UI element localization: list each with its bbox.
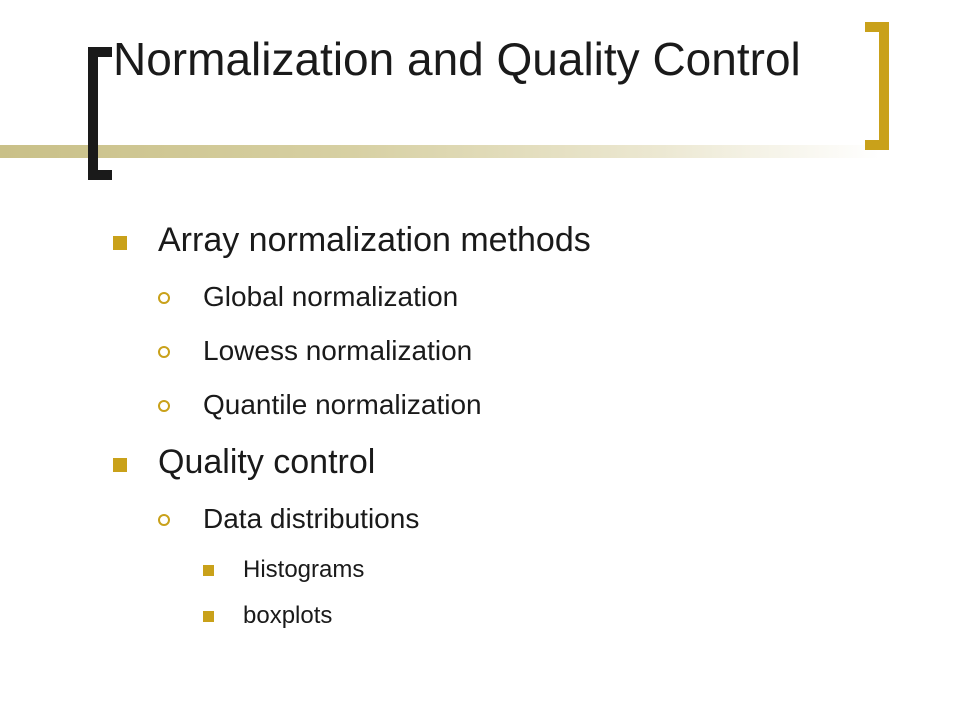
sub-bullet-lowess-normalization: Lowess normalization xyxy=(203,335,473,366)
square-bullet-icon xyxy=(203,565,214,576)
slide-title: Normalization and Quality Control xyxy=(113,33,801,85)
hollow-circle-bullet-icon xyxy=(158,292,170,304)
bullet-quality-control: Quality control xyxy=(158,443,376,481)
square-bullet-icon xyxy=(203,611,214,622)
hollow-circle-bullet-icon xyxy=(158,400,170,412)
hollow-circle-bullet-icon xyxy=(158,514,170,526)
sub-bullet-global-normalization: Global normalization xyxy=(203,281,459,312)
sub-bullet-quantile-normalization: Quantile normalization xyxy=(203,389,482,420)
bullet-array-normalization-methods: Array normalization methods xyxy=(158,221,591,259)
sub-sub-bullet-boxplots: boxplots xyxy=(243,602,333,629)
square-bullet-icon xyxy=(113,458,127,472)
square-bullet-icon xyxy=(113,236,127,250)
sub-bullet-data-distributions: Data distributions xyxy=(203,503,420,534)
hollow-circle-bullet-icon xyxy=(158,346,170,358)
sub-sub-bullet-histograms: Histograms xyxy=(243,556,365,583)
